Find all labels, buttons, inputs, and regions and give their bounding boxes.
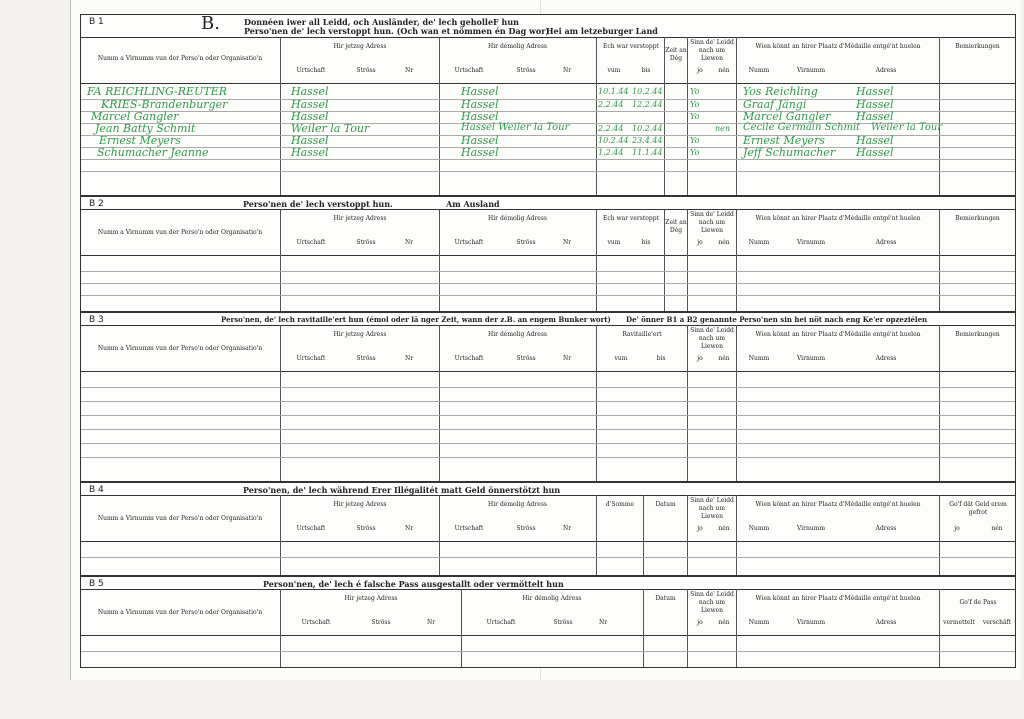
header-urtschaft: Urtschaft	[454, 525, 484, 532]
header-urtschaft: Urtschaft	[296, 355, 326, 362]
header-nr: Nr	[404, 239, 414, 246]
entry-vum: 10.2.44	[598, 136, 629, 145]
entry-ort: Hassel	[291, 134, 329, 147]
section-title-line1: Donnéen iwer all Leidd, och Ausländer, de' lech geholleF hun	[244, 17, 519, 27]
header-nr: Nr	[562, 525, 572, 532]
header-remarks: Bemierkungen	[955, 331, 1000, 338]
header-vermettelt: vermettelt	[943, 619, 975, 626]
header-medal: Wien könnt an hirer Plaatz d'Médaille entgé'nt huelen	[755, 215, 921, 222]
entry-name: Schumacher Jeanne	[97, 146, 209, 159]
header-current-addr: Hir jetzeg Adress	[333, 215, 387, 222]
header-urtschaft: Urtschaft	[454, 239, 484, 246]
header-medal: Wien könnt an hirer Plaatz d'Médaille entgé'nt huelen	[755, 595, 921, 602]
header-name: Numm a Virnumm vun der Perso'n oder Organisatio'n	[97, 345, 263, 352]
header-numm: Numm	[748, 525, 770, 532]
header-adress: Adress	[875, 619, 897, 626]
header-nr: Nr	[598, 619, 608, 626]
header-nr: Nr	[562, 67, 572, 74]
header-jo: jo	[954, 525, 960, 532]
header-former-addr: Hir démolig Adress	[488, 501, 547, 508]
entry-medal: Jeff Schumacher	[743, 146, 836, 159]
header-name: Numm a Virnumm vun der Perso'n oder Organisatio'n	[97, 515, 263, 522]
header-sinn: Sinn de' Leidd nach um Liewen	[690, 327, 734, 350]
entry-nen: nen	[715, 124, 731, 133]
header-stross: Ströss	[553, 619, 573, 626]
entry-jo: Yo	[690, 100, 700, 109]
section-title-line2: Perso'nen de' lech verstoppt hun. (Och wan et nömmen én Dag wor)	[244, 26, 550, 36]
header-sinn: Sinn de' Leidd nach um Liewen	[690, 591, 734, 614]
header-urtschaft: Urtschaft	[296, 525, 326, 532]
entry-former: Hassel	[461, 85, 499, 98]
entry-medal-addr: Hassel	[856, 98, 894, 111]
header-ravitailleert: Ravitaille'ert	[622, 331, 662, 338]
header-sinn: Sinn de' Leidd nach um Liewen	[690, 497, 734, 520]
header-numm: Numm	[748, 67, 770, 74]
header-urtschaft: Urtschaft	[486, 619, 516, 626]
section-b3	[80, 312, 1016, 482]
header-stross: Ströss	[356, 239, 376, 246]
section-title: Perso'nen, de' lech ravitaille'ert hun (émol oder lä nger Zeit, wann der z.B. an engem Bunker wort)	[221, 315, 611, 324]
header-former-addr: Hir démolig Adress	[488, 43, 547, 50]
section-title-2: De' önner B1 a B2 genannte Perso'nen sin hei nöt nach eng Ke'er opzeziélen	[626, 315, 928, 324]
entry-ort: Hassel	[291, 110, 329, 123]
entry-jo: Yo	[690, 148, 700, 157]
header-jo: jo	[697, 67, 703, 74]
header-vum: vum	[614, 355, 628, 362]
header-jo: jo	[697, 239, 703, 246]
entry-former: Hassel	[461, 98, 499, 111]
entry-former: Hassel	[461, 146, 499, 159]
entry-medal-addr: Hassel	[856, 146, 894, 159]
entry-medal-addr: Hassel	[856, 110, 894, 123]
section-code: B 3	[89, 315, 104, 325]
entry-ort: Hassel	[291, 85, 329, 98]
header-remarks: Bemierkungen	[955, 215, 1000, 222]
header-current-addr: Hir jetzeg Adress	[333, 331, 387, 338]
header-nen: nén	[718, 239, 730, 246]
header-current-addr: Hir jetzeg Adress	[333, 43, 387, 50]
entry-medal: Cecile Germain Schmit	[743, 122, 861, 133]
header-name: Numm a Virnumm vun der Perso'n oder Organisatio'n	[97, 229, 263, 236]
entry-former: Hassel	[461, 134, 499, 147]
header-virnumm: Virnumm	[796, 355, 826, 362]
header-somme: d'Somme	[605, 501, 635, 508]
header-numm: Numm	[748, 239, 770, 246]
header-virnumm: Virnumm	[796, 239, 826, 246]
header-urtschaft: Urtschaft	[301, 619, 331, 626]
entry-medal-addr: Weiler la Tour	[871, 122, 943, 133]
header-bis: bis	[656, 355, 666, 362]
header-nr: Nr	[562, 355, 572, 362]
entry-vum: 2.2.44	[598, 100, 624, 109]
header-current-addr: Hir jetzeg Adress	[333, 501, 387, 508]
section-title: Perso'nen de' lech verstoppt hun.	[243, 199, 393, 209]
header-adress: Adress	[875, 525, 897, 532]
header-sinn: Sinn de' Leidd nach um Liewen	[690, 211, 734, 234]
entry-former: Hassel	[461, 110, 499, 123]
header-nr: Nr	[404, 67, 414, 74]
section-letter: B.	[201, 13, 220, 34]
entry-bis: 10.2.44	[632, 124, 663, 133]
entry-name: KRIES-Brandenburger	[101, 98, 228, 111]
header-jo: jo	[697, 355, 703, 362]
header-medal: Wien könnt an hirer Plaatz d'Médaille entgé'nt huelen	[755, 501, 921, 508]
header-adress: Adress	[875, 67, 897, 74]
entry-medal: Graaf Jängi	[743, 98, 807, 111]
header-nr: Nr	[404, 355, 414, 362]
header-gof-geld: Go'f dät Geld erem gefrot	[949, 501, 1007, 516]
header-former-addr: Hir démolig Adress	[488, 331, 547, 338]
header-former-addr: Hir démolig Adress	[522, 595, 582, 602]
entry-bis: 11.1.44	[632, 148, 663, 157]
header-datum: Datum	[655, 501, 676, 508]
header-nr: Nr	[562, 239, 572, 246]
entry-jo: Yo	[690, 112, 700, 121]
section-code: B 2	[89, 199, 104, 209]
section-code: B 1	[89, 17, 104, 27]
entry-medal: Ernest Meyers	[743, 134, 825, 147]
header-current-addr: Hir jetzeg Adress	[344, 595, 398, 602]
section-code: B 4	[89, 485, 104, 495]
entry-name: Ernest Meyers	[99, 134, 181, 147]
header-nen: nén	[991, 525, 1003, 532]
header-urtschaft: Urtschaft	[296, 67, 326, 74]
header-nr: Nr	[426, 619, 436, 626]
entry-bis: 12.2.44	[632, 100, 663, 109]
header-bis: bis	[641, 67, 651, 74]
header-gof-pass: Go'f de Pass	[959, 599, 997, 606]
entry-jo: Yo	[690, 87, 700, 96]
entry-ort: Hassel	[291, 146, 329, 159]
header-medal: Wien könnt an hirer Plaatz d'Médaille entgé'nt huelen	[755, 43, 921, 50]
header-adress: Adress	[875, 355, 897, 362]
section-title-line3: Hei am letzeburger Land	[546, 26, 658, 36]
header-virnumm: Virnumm	[796, 67, 826, 74]
header-name: Numm a Virnumm vun der Perso'n oder Organisatio'n	[97, 55, 263, 62]
entry-ort: Weiler la Tour	[291, 122, 370, 135]
entry-jo: Yo	[690, 136, 700, 145]
header-vum: vum	[607, 67, 621, 74]
section-title: Person'nen, de' lech é falsche Pass ausgestallt oder vermöttelt hun	[263, 579, 564, 589]
header-datum: Datum	[655, 595, 676, 602]
header-sinn: Sinn de' Leidd nach um Liewen	[690, 39, 734, 62]
header-jo: jo	[697, 619, 703, 626]
header-nen: nén	[718, 355, 730, 362]
entry-ort: Hassel	[291, 98, 329, 111]
header-stross: Ströss	[516, 67, 536, 74]
entry-former: Hassel Weiler la Tour	[461, 122, 570, 133]
header-urtschaft: Urtschaft	[454, 67, 484, 74]
section-b5	[80, 576, 1016, 668]
entry-name: FA REICHLING-REUTER	[87, 85, 227, 98]
header-vum: vum	[607, 239, 621, 246]
header-nen: nén	[718, 619, 730, 626]
header-hidden: Ech war verstoppt	[602, 43, 659, 50]
header-name: Numm a Virnumm vun der Perso'n oder Organisatio'n	[97, 609, 263, 616]
header-urtschaft: Urtschaft	[454, 355, 484, 362]
entry-medal-addr: Hassel	[856, 85, 894, 98]
header-numm: Numm	[748, 355, 770, 362]
header-stross: Ströss	[356, 525, 376, 532]
header-nen: nén	[718, 67, 730, 74]
header-stross: Ströss	[356, 67, 376, 74]
header-urtschaft: Urtschaft	[296, 239, 326, 246]
header-nr: Nr	[404, 525, 414, 532]
header-zeit: Zeit an Dég	[665, 219, 687, 234]
section-b4	[80, 482, 1016, 576]
entry-name: Marcel Gangler	[91, 110, 179, 123]
header-virnumm: Virnumm	[796, 525, 826, 532]
section-title-2: Am Ausland	[446, 199, 500, 209]
section-b2	[80, 196, 1016, 312]
section-code: B 5	[89, 579, 104, 589]
entry-bis: 23.4.44	[632, 136, 663, 145]
header-remarks: Bemierkungen	[955, 43, 1000, 50]
header-former-addr: Hir démolig Adress	[488, 215, 547, 222]
entry-medal-addr: Hassel	[856, 134, 894, 147]
header-virnumm: Virnumm	[796, 619, 826, 626]
header-nen: nén	[718, 525, 730, 532]
header-adress: Adress	[875, 239, 897, 246]
entry-bis: 10.2.44	[632, 87, 663, 96]
entry-medal: Yos Reichling	[743, 85, 818, 98]
section-title: Perso'nen, de' lech während Erer Illégalitét matt Geld önnerstötzt hun	[243, 485, 561, 495]
header-medal: Wien könnt an hirer Plaatz d'Médaille entgé'nt huelen	[755, 331, 921, 338]
header-stross: Ströss	[516, 239, 536, 246]
header-verschafft: verschâft	[982, 619, 1012, 626]
header-zeit: Zeit an Dég	[665, 47, 687, 62]
header-bis: bis	[641, 239, 651, 246]
header-stross: Ströss	[371, 619, 391, 626]
entry-name: Jean Batty Schmit	[95, 122, 196, 135]
header-stross: Ströss	[356, 355, 376, 362]
header-stross: Ströss	[516, 525, 536, 532]
section-b1	[80, 14, 1016, 196]
entry-vum: 2.2.44	[598, 124, 624, 133]
entry-vum: 1.2.44	[598, 148, 624, 157]
header-numm: Numm	[748, 619, 770, 626]
header-jo: jo	[697, 525, 703, 532]
entry-medal: Marcel Gangler	[743, 110, 831, 123]
header-hidden: Ech war verstoppt	[602, 215, 659, 222]
header-stross: Ströss	[516, 355, 536, 362]
entry-vum: 10.1.44	[598, 87, 629, 96]
